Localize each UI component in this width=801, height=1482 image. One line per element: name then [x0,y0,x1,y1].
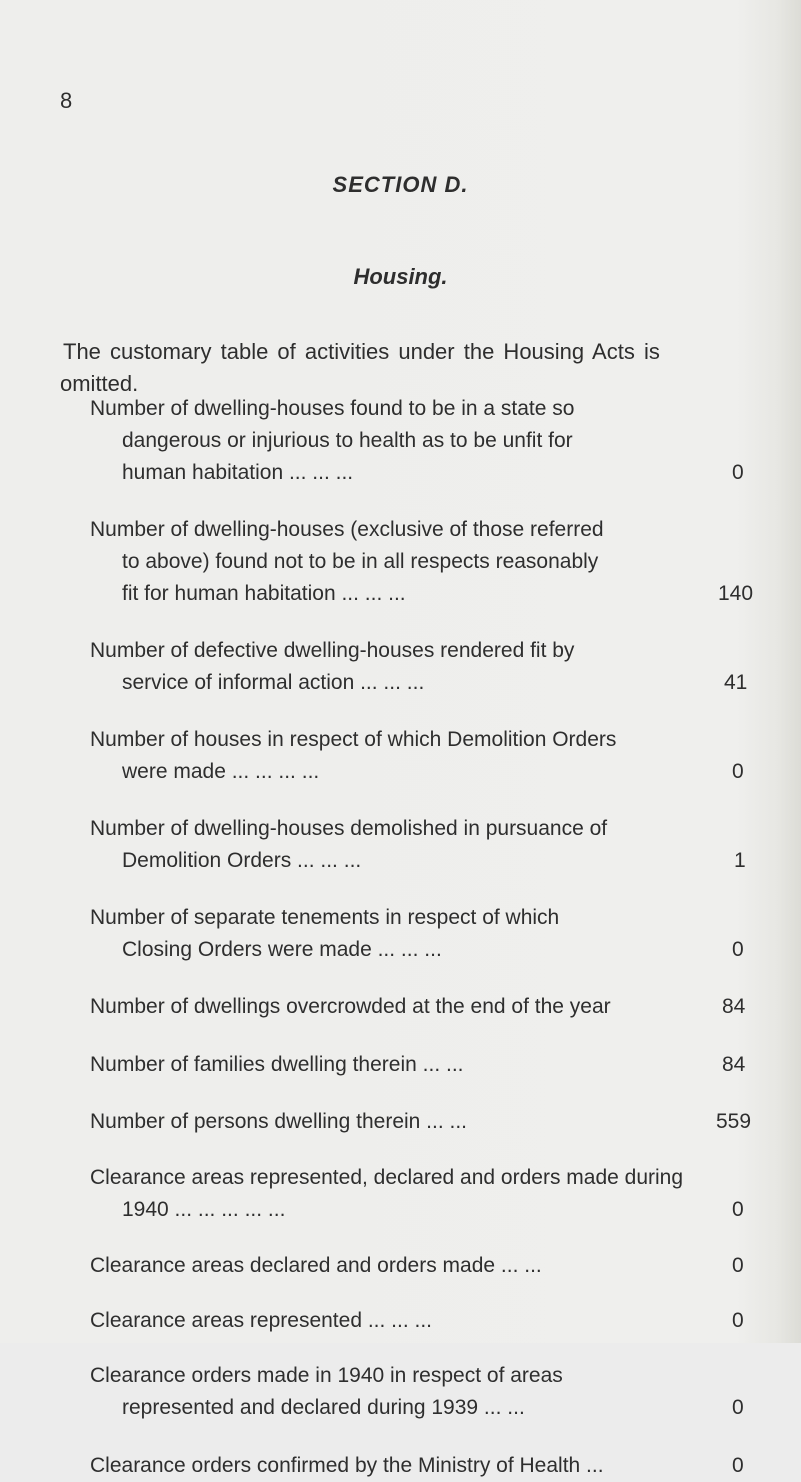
list-item [90,1360,745,1424]
list-item [90,393,745,489]
item-line: Number of families dwelling therein ... ... [90,1053,464,1076]
intro-line: The customary table of activities under the Housing Acts is [63,339,660,364]
item-line: Number of persons dwelling therein ... ... [90,1110,468,1133]
item-value: 0 [732,1454,744,1477]
item-line: Number of dwelling-houses (exclusive of those referred [90,518,604,541]
item-value: 0 [732,461,744,484]
list-item [90,991,745,1023]
list-item [90,1162,745,1226]
item-value: 1 [734,849,746,872]
list-item [90,902,745,966]
item-value: 559 [716,1110,752,1133]
item-line: Clearance orders confirmed by the Ministry of Health ... [90,1454,604,1477]
page-number: 8 [60,88,73,113]
item-line: Clearance areas represented, declared and orders made during [90,1166,684,1189]
item-line: Closing Orders were made ... ... ... [122,938,442,961]
item-line: Clearance areas declared and orders made ... ... [90,1254,542,1277]
item-value: 0 [732,1396,744,1419]
item-line: Number of dwellings overcrowded at the end of the year [90,995,611,1018]
item-value: 0 [732,938,744,961]
item-line: Number of houses in respect of which Demolition Orders [90,728,617,751]
item-value: 84 [722,1053,746,1076]
item-value: 41 [724,671,748,694]
list-item [90,813,745,877]
item-line: Clearance areas represented ... ... ... [90,1309,433,1332]
section-heading: SECTION D. [332,172,469,197]
item-value: 0 [732,760,744,783]
intro-paragraph [60,336,790,400]
item-value: 84 [722,995,746,1018]
list-item [90,1450,745,1482]
item-line: represented and declared during 1939 ... ... [122,1396,525,1419]
housing-heading: Housing. [353,264,448,289]
intro-line: omitted. [60,371,139,396]
list-item [90,1305,745,1337]
item-value: 0 [732,1254,744,1277]
item-line: service of informal action ... ... ... [122,671,425,694]
item-line: Number of separate tenements in respect of which [90,906,560,929]
item-line: were made ... ... ... ... [122,760,320,783]
item-line: Number of defective dwelling-houses rendered fit by [90,639,575,662]
item-line: human habitation ... ... ... [122,461,354,484]
item-line: Clearance orders made in 1940 in respect of areas [90,1364,563,1387]
list-item [90,1049,745,1081]
item-line: Demolition Orders ... ... ... [122,849,362,872]
item-value: 140 [718,582,754,605]
list-item [90,635,748,699]
list-item [90,1106,745,1138]
item-value: 0 [732,1198,744,1221]
item-line: to above) found not to be in all respects reasonably [122,550,599,573]
list-item [90,1250,745,1282]
item-line: fit for human habitation ... ... ... [122,582,406,605]
item-line: Number of dwelling-houses found to be in a state so [90,397,575,420]
item-line: 1940 ... ... ... ... ... [122,1198,286,1221]
list-item [90,724,745,788]
item-value: 0 [732,1309,744,1332]
item-line: Number of dwelling-houses demolished in pursuance of [90,817,608,840]
list-item [90,514,745,610]
item-line: dangerous or injurious to health as to be unfit for [122,429,573,452]
